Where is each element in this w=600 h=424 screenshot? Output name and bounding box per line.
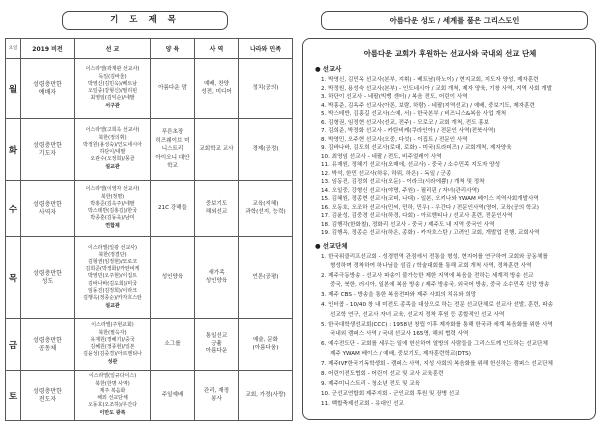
ministry-line: 해외선교 [205, 208, 228, 215]
organization-item [321, 340, 589, 359]
nurture-line: 주일예배 [161, 391, 184, 398]
mission-line: 이스라엘(고희옥 선교사) [85, 127, 140, 134]
mission-line: 김바나바(김도희)/미국 [87, 280, 138, 287]
nation-line: 교회, 가정(사랑) [245, 391, 286, 398]
nation-cell [239, 319, 293, 371]
nation-line: (아름다움) [252, 344, 279, 351]
mission-line: 박스테반(김홍길)/한국 [87, 208, 138, 214]
nation-line: 경제(공정) [252, 145, 279, 152]
mission-cell [75, 119, 151, 181]
mission-line: 박종훈(김동욱)/남미 [90, 215, 135, 222]
organization-item-continuation: 중국, 북한, 러시아, 일본에 복음 방송 / 제주 방송국, 외국어 방송, 중국 소수민족 신앙 방송 [330, 282, 550, 289]
missionary-item: 16. 오동호, 오조하 선교사(민씨, 민하, 민우) - 우간다 / 전문인사역(영어, 교육(공의 학교) [321, 204, 539, 211]
missionary-list [311, 76, 589, 238]
organization-item-continuation: 형성하며 정착하여 하나님을 섬김 / 학술대회를 통해 교회 개척 사역, 정착훈련 사역 [330, 262, 532, 269]
ministry-line: 교회학교 교사 [199, 145, 234, 152]
mission-line: 박영신(김민옥)/베트남 [87, 80, 138, 87]
missionary-item: 13. 임동진, 김정희 선교사(오둔) - 이라크(시라에쁨) / 개척 및 정착 [321, 179, 485, 185]
day-cell: 화 [6, 119, 21, 181]
mission-note: 연합제 [105, 223, 120, 230]
vision-cell [21, 237, 75, 319]
organization-item [321, 400, 589, 409]
mission-line: 이스라엘(이영자 선교사) [85, 186, 140, 193]
vision-line: 공동체 [38, 344, 57, 352]
nurture-line: 21C 강해들 [157, 204, 187, 211]
table-row [6, 59, 293, 119]
nurture-line: 푸른초장 [161, 128, 184, 135]
header-ministry: 사 역 [195, 39, 239, 59]
missionary-item: 7. 김희준, 박정화 선교사 - 카탄비케(쿠라인아) / 전문인 사역(전북사역) [321, 128, 496, 134]
mission-line: 김윤성(김중경)/아르헨티나 [83, 351, 142, 358]
mission-line: 오관수(오정희)/몽골 [90, 156, 135, 163]
mission-line: 박영민(오주현)/이집트 [87, 273, 138, 280]
day-cell: 월 [6, 59, 21, 119]
day-cell: 수 [6, 181, 21, 237]
organization-item [321, 301, 589, 320]
mission-line: 오일중(강형신)/필리핀 [87, 88, 138, 94]
mission-line: 김희준(박정화)/카탄비케 [85, 266, 140, 273]
organization-item-line: 4. 인터콥 - 10/40 창 내 미전도 종족을 대상으로 하는 전문 선교단체로 선교사 선발, 훈련, 파송 [321, 302, 554, 309]
ministry-line: 통일선교 [205, 333, 228, 340]
organization-item-line: 3. 제주 CBS - 방송을 통한 복음전파와 제주 사회의 치유와 희망 [321, 292, 477, 299]
mission-line: 유재원(정혜기)/중국 [90, 336, 135, 343]
vision-cell [21, 371, 75, 421]
mission-support-panel [302, 38, 596, 420]
vision-line: 사역자 [38, 208, 57, 216]
day-cell: 금 [6, 319, 21, 371]
mission-line: 하단이/네팔 [99, 149, 126, 155]
organization-item-line: 2. 제주극동방송 - 선교사 파송이 불가능한 제한 지역에 복음을 전하는 세계적 방송 선교 [321, 272, 534, 279]
vision-cell [21, 319, 75, 371]
panel-title: 아름다운 교회가 후원하는 선교사와 국내외 선교 단체 [363, 49, 537, 58]
mission-line: 제주 복음화 [99, 387, 126, 394]
vision-line: 성령충만한 [33, 80, 62, 88]
nation-cell [239, 237, 293, 319]
missionary-item: 15. 김혜원, 정종현 선교사(코피, 나대) - 일본, 오키나와 YWAM 베이스 지역사회개발사역 [321, 196, 539, 202]
nurture-line: 소그룹 [164, 340, 181, 347]
mission-note: 이만도 광복 [99, 410, 126, 417]
mission-cell [75, 59, 151, 119]
beautiful-saints-header: 아름다운 성도 / 세계를 품은 그리스도인 [321, 11, 588, 30]
prayer-topics-header: 기 도 제 목 [62, 11, 228, 30]
ministry-line: 예배, 찬양 [203, 81, 230, 88]
mission-cell [75, 237, 151, 319]
vision-line: 전도자 [38, 395, 57, 403]
day-cell: 토 [6, 371, 21, 421]
vision-cell [21, 59, 75, 119]
mission-line: 독일(김바울) [98, 73, 127, 80]
vision-line: 성령충만한 [33, 200, 62, 208]
table-row [6, 119, 293, 181]
mission-line: 이스라엘(일규다이스) [88, 373, 137, 380]
organization-item [321, 370, 589, 379]
nation-cell [239, 59, 293, 119]
nation-line: 교육(지혜) [252, 201, 279, 208]
organization-item [321, 253, 589, 272]
organization-item [321, 321, 589, 340]
missionary-item: 4. 박홍준, 김옥주 선교사(아론, 보람, 하람) - 네팔(지역선교) / 예배, 중보기도, 제자훈련 [321, 102, 535, 109]
vision-line: 성령충만한 [33, 269, 62, 277]
header-vision: 2019 비전 [21, 39, 75, 59]
mission-line: 이스라엘(주현교회) [91, 322, 134, 329]
missionary-item: 17. 김윤성, 김중경 선교사(하경, 다회) - 아르헨티나 / 선교사 훈련, 전문인사역 [321, 213, 513, 219]
organization-item-line: 7. 제주IVF한국기독학생회 - 캠퍼스 사역, 지성 사회의 복음화를 위해 헌신하는 캠퍼스 선교단체 [321, 360, 553, 367]
missionary-item: 8. 박영민, 오주현 선교사(오중, 다섯) - 이집트 / 전문인 사역 [321, 136, 468, 143]
nurture-line: 성인양육 [161, 273, 184, 280]
organization-list [311, 253, 589, 409]
missionary-item: 6. 김형권, 임정현 선교사(선교, 전주) - 모로코 / 교회 개척, 전도 홍보 [321, 119, 490, 126]
mission-line: 김혜원(정종현)/일본 [90, 344, 135, 350]
mission-line: 박홍준(김옥주)/네팔 [90, 200, 135, 207]
mission-line: 오동호(오조하)/우간다 [87, 402, 138, 409]
nation-line: 정치(공의) [252, 84, 279, 91]
nurture-cell [151, 237, 195, 319]
organizations-heading: ● 선교단체 [315, 241, 348, 250]
nurture-line: 아이오니 대안학교 [155, 155, 190, 169]
organization-item [321, 272, 589, 291]
vision-line: 성령충만한 [33, 336, 62, 344]
ministry-cell [195, 59, 239, 119]
table-row [6, 371, 293, 421]
missionary-item: 1. 박영신, 김민옥 선교사(본부, 지휘) - 베트남(하노이) / 현지교회, 지도자 양성, 제자훈련 [321, 77, 539, 83]
missionary-item: 14. 오일중, 강형신 선교사(야명, 주원) - 필리핀 / 자녀(관리사역) [321, 187, 480, 194]
mission-cell [75, 319, 151, 371]
table-header-row [6, 39, 293, 59]
missionary-item: 12. 박석, 한민 선교사(하유, 하뮈, 하은) - 독일 / 군종 [321, 170, 452, 177]
nation-cell [239, 181, 293, 237]
ministry-cell [195, 181, 239, 237]
nurture-cell [151, 181, 195, 237]
missionary-item: 3. 하단이 선교사 - 네팔(빅뱅 센터) / 복음 전도, 어린이 사역 [321, 94, 468, 100]
vision-line: 예배자 [38, 88, 57, 96]
ministry-line: 중보기도 [205, 201, 228, 208]
organization-item-continuation: 선교학 연구, 선교사 자녀 교육, 선교지 정착 후원 등 종합적인 선교 사역 [330, 311, 505, 318]
prayer-table-body [6, 59, 293, 421]
nurture-line: 히즈웨이브 미니스트리 [155, 138, 190, 152]
ministry-cell [195, 237, 239, 319]
ministry-line: 봉사 [211, 395, 222, 402]
organization-item-line: 8. 어린이전도협회 - 어린이 선교 및 교사 교육훈련 [321, 370, 444, 377]
mission-line: 북한(정결단) [98, 251, 127, 258]
header-nation: 나라와 민족 [239, 39, 293, 59]
organization-item [321, 291, 589, 300]
nation-line: 언론(공평) [252, 273, 279, 280]
nurture-cell [151, 59, 195, 119]
organization-item-line: 10. 군선교연합회 제주지회 - 군인교회 후원 및 장병 선교 [321, 390, 460, 397]
header-day: 요일 [6, 39, 21, 59]
organization-item [321, 380, 589, 389]
missionaries-heading: ● 선교사 [315, 65, 342, 73]
mission-line: 북한(정의휘) [98, 134, 127, 141]
mission-line: 박정원(용성숙)/인도네시아 [83, 141, 142, 148]
nation-cell [239, 371, 293, 421]
ministry-line: 아름다운 [205, 348, 228, 355]
nation-line: 과학(선지, 능력) [245, 208, 286, 215]
mission-cell [75, 371, 151, 421]
organization-item-line: 1. 한국위클리프선교회 - 성경번역 관점에서 전통을 형성, 현지어를 연구하여 교회와 공동체를 [321, 253, 548, 260]
missionary-item: 5. 박스테반, 김홍길 선교사(스예, 서) - 한국본부 / 비즈니스&복음 사업 개척 [321, 111, 507, 117]
mission-note: 성관 [107, 359, 118, 366]
mission-line: 이스라엘(곽재관 선교사) [85, 66, 140, 73]
organization-item-continuation: 국내외 캠퍼스 사역 / 국내 선교사 165명, 해외 협력 사역 [330, 331, 469, 338]
ministry-line: 성인양육 [205, 277, 228, 284]
nurture-line: 아름다운 맘 [158, 84, 187, 91]
vision-line: 성령충만한 [33, 141, 62, 149]
missionary-item: 2. 박정원, 용성숙 선교사(본부) - 인도네시아 / 교회 개척, 제자 양육, 기창 사역, 지역 사회 개발 [321, 85, 553, 92]
vision-line: 성도 [41, 277, 54, 285]
vision-line: 기도자 [38, 149, 57, 157]
header-mission: 선 교 [75, 39, 151, 59]
mission-line: 북한(정명) [100, 193, 125, 200]
mission-note: 서구관 [105, 103, 120, 110]
nation-line: 예술, 문화 [252, 337, 279, 344]
nurture-cell [151, 319, 195, 371]
ministry-line: 긍휼 [211, 340, 222, 347]
mission-line: 김행옥(정종순)/카자흐스탄 [83, 295, 142, 301]
mission-line: 이스라엘(일광 선교사) [88, 244, 137, 251]
nurture-cell [151, 119, 195, 181]
mission-note: 설교관 [105, 164, 120, 171]
organization-item-line: 9. 제주미니스트리 - 청소년 전도 및 교육 [321, 380, 421, 387]
mission-line: 해외 선교단체 [97, 395, 128, 401]
ministry-cell [195, 319, 239, 371]
vision-cell [21, 181, 75, 237]
table-row [6, 237, 293, 319]
missionary-item: 18. 김행각(한화철), 정화리 선교사 - 중국 / 제주도 내 지역 중국인 사역 [321, 221, 495, 228]
organization-item [321, 390, 589, 399]
mission-line: 김형권(임정현)/모로코 [87, 258, 138, 265]
prayer-table [5, 38, 293, 421]
header-nurture: 양 육 [151, 39, 195, 59]
organization-item-continuation: 제주 YWAM 베이스 / 예배, 중보기도, 제자훈련학교(DTS) [330, 350, 471, 357]
organization-item-line: 5. 한국대학생선교회(CCC) : 1958년 창립 이후 제자화를 통해 한국과 세계 복음화를 위한 사역 [321, 321, 553, 328]
ministry-line: 성전, 미디어 [201, 88, 232, 95]
day-cell: 목 [6, 237, 21, 319]
mission-note: 설교관 [105, 303, 120, 310]
ministry-cell [195, 119, 239, 181]
organization-item [321, 360, 589, 369]
missionary-item: 9. 김바나바, 김도희 선교사(로대, 로화) - 미국(트라피즈) / 교회개척, 제자양육 [321, 145, 512, 151]
organization-item-line: 6. 예수전도단 - 교회를 세우는 일에 헌신하여 열방의 사람들을 그리스도께 인도하는 선교단체 [321, 341, 548, 348]
table-row [6, 319, 293, 371]
mission-line: 북한(한명 사역) [95, 380, 130, 387]
vision-cell [21, 119, 75, 181]
mission-cell [75, 181, 151, 237]
ministry-line: 관리, 재정 [203, 388, 230, 395]
missionary-item: 10. 최영임 선교사 - 네팔 / 전도, 비주얼레이 사역 [321, 153, 442, 160]
missionary-item: 11. 유재원, 정혜기 선교사(오매에, 선교사) - 중국 / 소수민족 지도자 양성 [321, 162, 500, 168]
mission-line: 최영임(김익순)/네팔 [90, 95, 135, 102]
missionary-item: 19. 김행옥, 정종순 선교사(하온, 종화) - 카자흐스탄 / 고려인 교회, 개발업 진행, 교회사역 [321, 230, 540, 236]
table-row [6, 181, 293, 237]
mission-line: 임동진(김정희)/이라크 [87, 287, 138, 294]
ministry-cell [195, 371, 239, 421]
ministry-line: 새가족 [208, 270, 225, 277]
vision-line: 성령충만한 [33, 387, 62, 395]
mission-line: 북한(필옥자) [98, 329, 127, 336]
organization-item-line: 11. 백합축제선교회 - 유대인 선교 [321, 400, 404, 407]
nation-cell [239, 119, 293, 181]
nurture-cell [151, 371, 195, 421]
